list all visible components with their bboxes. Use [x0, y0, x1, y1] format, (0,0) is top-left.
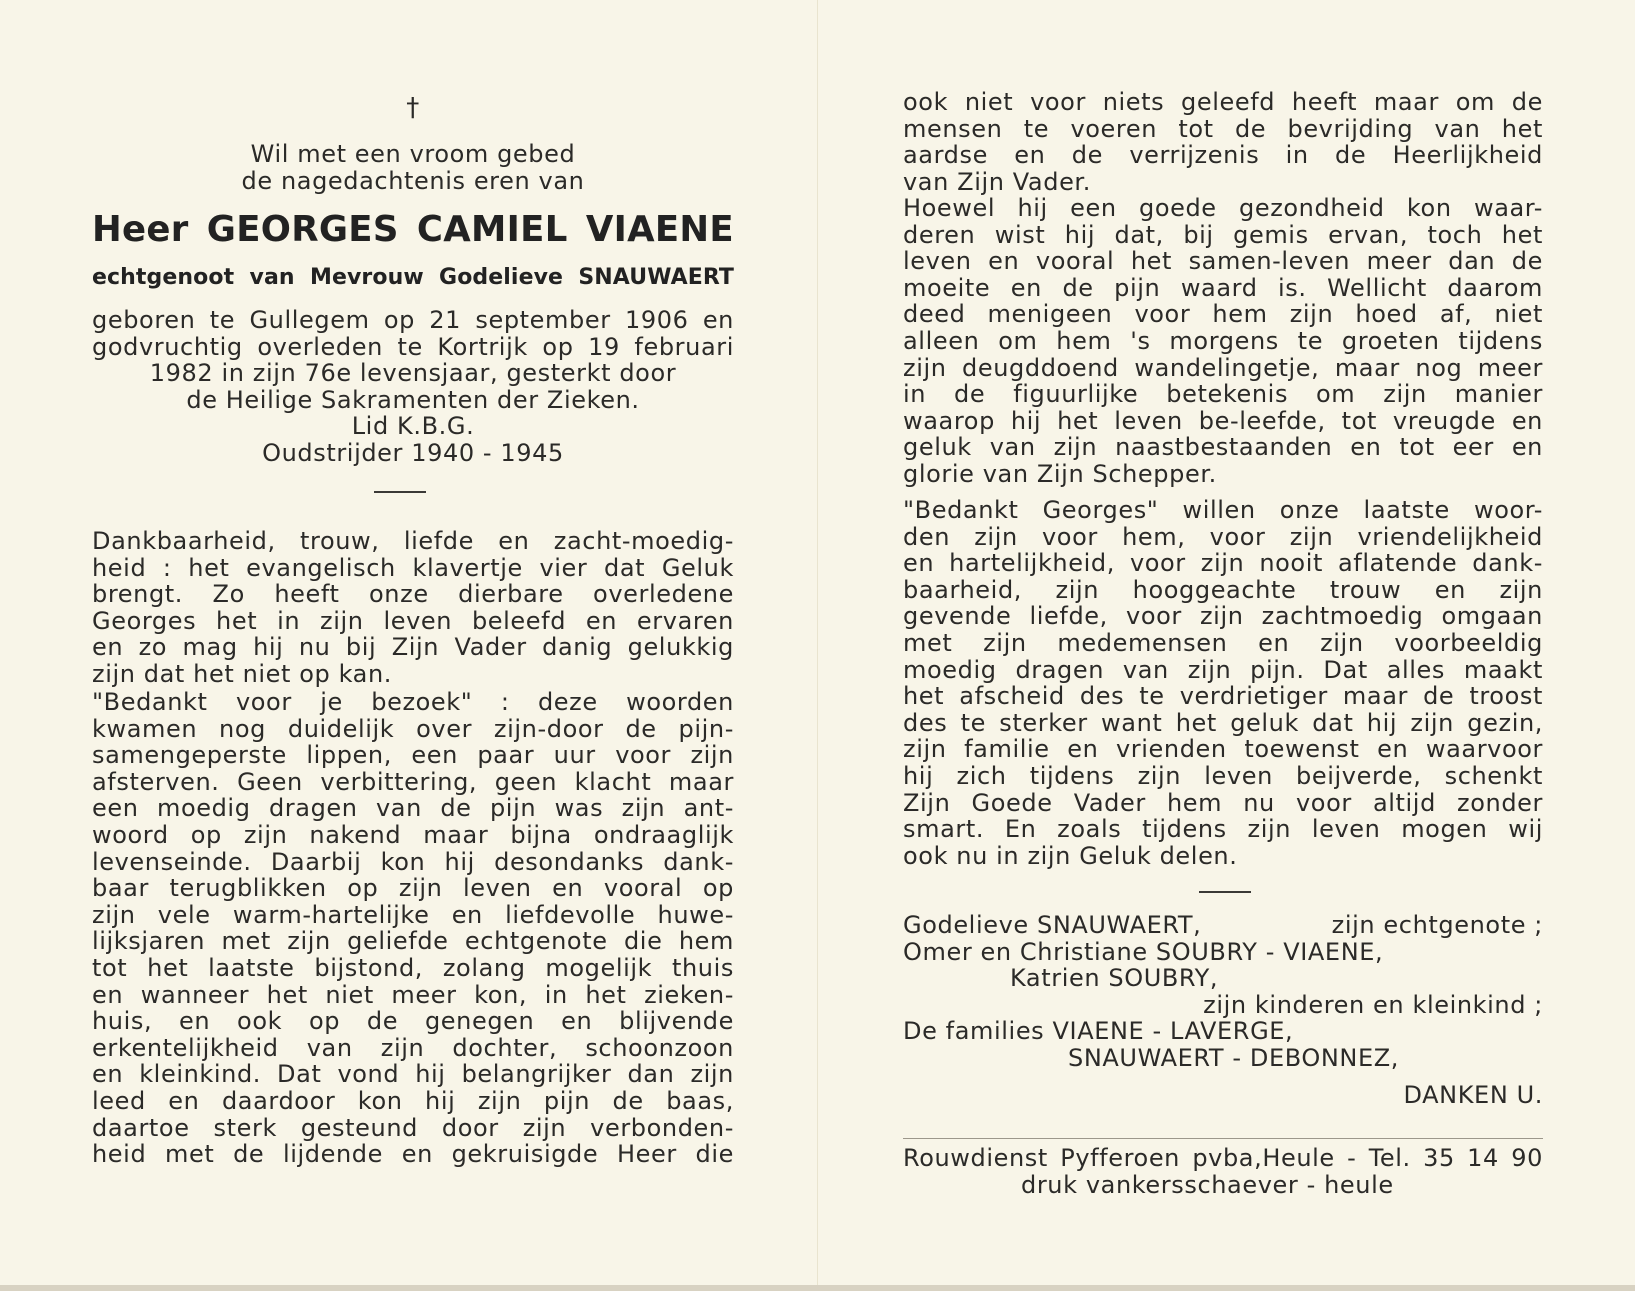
section-divider	[1199, 891, 1251, 893]
family-member: Omer en Christiane SOUBRY - VIAENE,	[903, 937, 1384, 966]
family-member: De families VIAENE - LAVERGE,	[903, 1017, 1294, 1046]
text-line: baar terugblikken op zijn leven en vooral op	[92, 874, 734, 903]
family-role: zijn echtgenote ;	[1331, 911, 1543, 939]
text-line: des te sterker want het geluk dat hij zijn gezin,	[903, 708, 1543, 737]
eulogy-paragraph-4	[903, 195, 1543, 488]
family-row	[903, 912, 1543, 939]
text-line: alleen om hem 's morgens te groeten tijdens	[903, 326, 1543, 355]
membership: Lid K.B.G.	[351, 412, 475, 441]
printer-rule	[903, 1138, 1543, 1139]
text-line: deed menigeen voor hem zijn hoed af, niet	[903, 300, 1543, 329]
card-fold	[817, 0, 818, 1291]
text-line: daartoe sterk gesteund door zijn verbonden-	[92, 1113, 734, 1142]
text-line: geluk van zijn naastbestaanden en tot eer en	[903, 433, 1543, 462]
text-line: Dankbaarheid, trouw, liefde en zacht-moedig-	[92, 527, 734, 555]
text-line: "Bedankt Georges" willen onze laatste woor-	[903, 496, 1543, 524]
family-role: zijn kinderen en kleinkind ;	[1203, 990, 1543, 1019]
text-line: deren wist hij dat, bij gemis ervan, toch het	[903, 220, 1543, 249]
text-line: heid : het evangelisch klavertje vier dat Geluk	[92, 553, 734, 582]
intro-line: Wil met een vroom gebed	[250, 140, 576, 168]
text-line: een moedig dragen van de pijn was zijn ant-	[92, 794, 734, 823]
text-line: baarheid, zijn hooggeachte trouw en zijn	[903, 575, 1543, 604]
text-line: ook nu in zijn Geluk delen.	[903, 841, 1238, 870]
text-line: en zo mag hij nu bij Zijn Vader danig gelukkig	[92, 633, 734, 662]
card-edge	[0, 1285, 1635, 1291]
intro-text	[92, 141, 734, 194]
family-member: Godelieve SNAUWAERT,	[903, 911, 1202, 939]
text-line: huis, en ook op de genegen en blijvende	[92, 1007, 734, 1036]
text-line: Georges het in zijn leven beleefd en ervaren	[92, 606, 734, 635]
text-line: lijksjaren met zijn geliefde echtgenote die hem	[92, 927, 734, 956]
text-line: den zijn voor hem, voor zijn vriendelijkheid	[903, 522, 1543, 551]
text-line: zijn deugddoend wandelingetje, maar nog meer	[903, 353, 1543, 382]
detail-line: geboren te Gullegem op 21 september 1906 en	[92, 306, 734, 334]
deceased-name: Heer GEORGES CAMIEL VIAENE	[92, 209, 734, 250]
text-line: "Bedankt voor je bezoek" : deze woorden	[92, 688, 734, 716]
printer-line: druk vankersschaever - heule	[1021, 1170, 1394, 1199]
spouse-line: echtgenoot van Mevrouw Godelieve SNAUWAERT	[92, 265, 734, 290]
printer-info	[903, 1145, 1543, 1198]
text-line: zijn dat het niet op kan.	[92, 659, 393, 688]
eulogy-paragraph-3	[903, 89, 1543, 195]
text-line: levenseinde. Daarbij kon hij desondanks dank-	[92, 847, 734, 876]
text-line: afsterven. Geen verbittering, geen klacht maar	[92, 767, 734, 796]
eulogy-paragraph-2	[92, 689, 734, 1168]
cross-icon: †	[406, 93, 420, 123]
text-line: leven en vooral het samen-leven meer dan de	[903, 247, 1543, 276]
text-line: het afscheid des te verdrietiger maar de troost	[903, 682, 1543, 711]
text-line: zijn vele warm-hartelijke en liefdevolle huwe-	[92, 900, 734, 929]
detail-line: godvruchtig overleden te Kortrijk op 19 februari	[92, 332, 734, 361]
printer-line: Rouwdienst Pyfferoen pvba,Heule - Tel. 35 14 90	[903, 1144, 1543, 1172]
text-line: waarop hij het leven be-leefde, tot vreugde en	[903, 406, 1543, 435]
text-line: Hoewel hij een goede gezondheid kon waar-	[903, 194, 1543, 222]
thanks-line: DANKEN U.	[1403, 1080, 1543, 1109]
text-line: zijn familie en vrienden toewenst en waarvoor	[903, 735, 1543, 764]
text-line: glorie van Zijn Schepper.	[903, 459, 1217, 488]
text-line: woord op zijn nakend maar bijna ondraaglijk	[92, 820, 734, 849]
text-line: samengeperste lippen, een paar uur voor zijn	[92, 741, 734, 770]
intro-line: de nagedachtenis eren van	[241, 166, 585, 195]
text-line: tot het laatste bijstond, zolang mogelijk thuis	[92, 953, 734, 982]
text-line: aardse en de verrijzenis in de Heerlijkheid	[903, 141, 1543, 170]
birth-death-details	[92, 307, 734, 467]
family-member: Katrien SOUBRY,	[1010, 964, 1219, 993]
text-line: gevende liefde, voor zijn zachtmoedig omgaan	[903, 602, 1543, 631]
text-line: mensen te voeren tot de bevrijding van het	[903, 114, 1543, 143]
text-line: en hartelijkheid, voor zijn nooit aflatende dank-	[903, 549, 1543, 578]
eulogy-paragraph-5	[903, 497, 1543, 869]
text-line: kwamen nog duidelijk over zijn-door de pijn-	[92, 714, 734, 743]
detail-line: 1982 in zijn 76e levensjaar, gesterkt door	[149, 359, 677, 388]
text-line: Zijn Goede Vader hem nu voor altijd zonder	[903, 788, 1543, 817]
veteran-status: Oudstrijder 1940 - 1945	[262, 438, 564, 467]
detail-line: de Heilige Sakramenten der Zieken.	[186, 385, 640, 414]
section-divider	[374, 491, 426, 493]
text-line: in de figuurlijke betekenis om zijn manier	[903, 380, 1543, 409]
text-line: moeite en de pijn waard is. Wellicht daarom	[903, 273, 1543, 302]
text-line: moedig dragen van zijn pijn. Dat alles maakt	[903, 655, 1543, 684]
text-line: brengt. Zo heeft onze dierbare overledene	[92, 580, 734, 609]
text-line: en wanneer het niet meer kon, in het zieken-	[92, 980, 734, 1009]
text-line: hij zich tijdens zijn leven beijverde, schenkt	[903, 761, 1543, 790]
eulogy-paragraph-1	[92, 528, 734, 688]
text-line: van Zijn Vader.	[903, 167, 1091, 196]
family-list	[903, 912, 1543, 1108]
text-line: smart. En zoals tijdens zijn leven mogen wij	[903, 815, 1543, 844]
text-line: met zijn medemensen en zijn voorbeeldig	[903, 628, 1543, 657]
text-line: leed en daardoor kon hij zijn pijn de baas,	[92, 1086, 734, 1115]
text-line: erkentelijkheid van zijn dochter, schoonzoon	[92, 1033, 734, 1062]
text-line: heid met de lijdende en gekruisigde Heer die	[92, 1140, 734, 1169]
text-line: en kleinkind. Dat vond hij belangrijker dan zijn	[92, 1060, 734, 1089]
family-member: SNAUWAERT - DEBONNEZ,	[1068, 1043, 1399, 1072]
text-line: ook niet voor niets geleefd heeft maar om de	[903, 88, 1543, 116]
